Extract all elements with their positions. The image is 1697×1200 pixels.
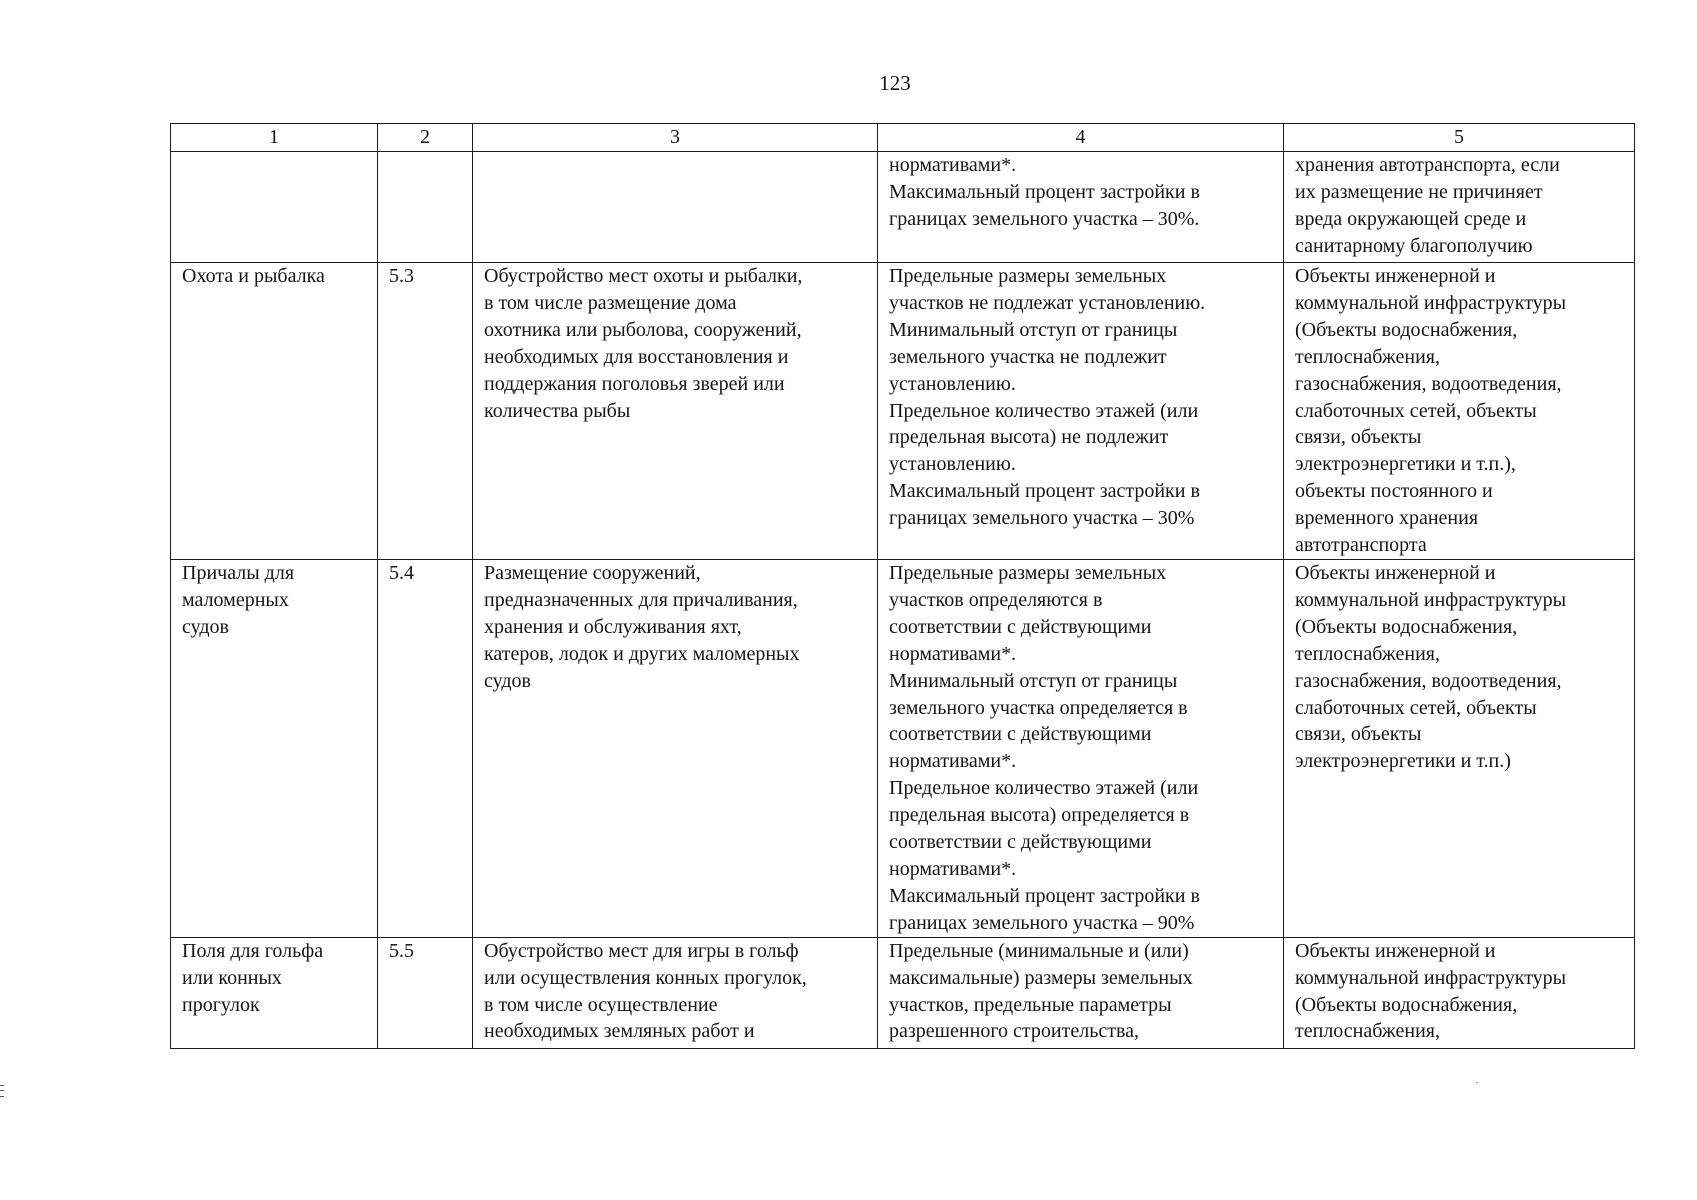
cell-line: соответствии с действующими <box>889 723 1152 746</box>
cell-line: Предельное количество этажей (или <box>889 777 1199 800</box>
cell-line: нормативами*. <box>889 642 1017 665</box>
cell-line: участков не подлежат установлению. <box>889 291 1206 314</box>
row-use-name-cell <box>171 937 378 1048</box>
cell-line: слаботочных сетей, объекты <box>1295 696 1537 719</box>
row-auxiliary-uses-cell <box>1284 937 1635 1048</box>
cell-line: теплоснабжения, <box>1295 1020 1440 1043</box>
land-use-table <box>170 123 1635 1049</box>
cell-line: (Объекты водоснабжения, <box>1295 993 1518 1016</box>
cell-line: установлению. <box>889 453 1016 476</box>
cell-line: газоснабжения, водоотведения, <box>1295 372 1562 395</box>
cell-line: предельная высота) не подлежит <box>889 426 1169 449</box>
row-description-cell <box>473 937 878 1048</box>
cell-line: Размещение сооружений, <box>484 562 701 584</box>
cell-line: автотранспорта <box>1295 534 1427 557</box>
cell-line: санитарному благополучию <box>1295 234 1533 257</box>
table-row-golf-horse-riding <box>171 937 1635 1048</box>
cell-line: прогулок <box>182 993 260 1016</box>
cell-line: границах земельного участка – 90% <box>889 911 1195 934</box>
cell-line: Максимальный процент застройки в <box>889 180 1200 203</box>
row-code-cell: 5.5 <box>378 937 473 1048</box>
column-header-2: 2 <box>378 124 473 152</box>
column-header-5: 5 <box>1284 124 1635 152</box>
cell-line: теплоснабжения, <box>1295 642 1440 665</box>
cell-line: участков, предельные параметры <box>889 993 1172 1016</box>
row-use-name-cell <box>171 263 378 560</box>
cell-line: поддержания поголовья зверей или <box>484 372 785 395</box>
cell-line: Предельное количество этажей (или <box>889 399 1199 422</box>
table-row-continuation <box>171 152 1635 263</box>
cell-line: границах земельного участка – 30% <box>889 507 1195 530</box>
scan-margin-mark <box>0 1085 4 1097</box>
cell-line: коммунальной инфраструктуры <box>1295 588 1567 611</box>
cell-line: связи, объекты <box>1295 426 1422 449</box>
cell-line: границах земельного участка – 30%. <box>889 207 1200 230</box>
column-header-1: 1 <box>171 124 378 152</box>
row-use-name-cell <box>171 560 378 938</box>
cell-line: Объекты инженерной и <box>1295 939 1496 962</box>
row-auxiliary-uses-cell <box>1284 152 1635 263</box>
cell-line: Минимальный отступ от границы <box>889 669 1178 692</box>
cell-line: вреда окружающей среде и <box>1295 207 1527 230</box>
cell-line: в том числе осуществление <box>484 993 718 1016</box>
cell-line: Поля для гольфа <box>182 939 324 962</box>
cell-line: количества рыбы <box>484 399 631 422</box>
column-header-4: 4 <box>878 124 1284 152</box>
row-description-cell <box>473 560 878 938</box>
cell-line: (Объекты водоснабжения, <box>1295 615 1518 638</box>
cell-line: хранения и обслуживания яхт, <box>484 615 742 638</box>
table-row-small-vessel-moorings <box>171 560 1635 938</box>
cell-line: Предельные размеры земельных <box>889 562 1167 584</box>
cell-line: маломерных <box>182 588 289 611</box>
cell-line: (Объекты водоснабжения, <box>1295 318 1518 341</box>
row-code-cell: 5.4 <box>378 560 473 938</box>
cell-line: электроэнергетики и т.п.), <box>1295 453 1516 476</box>
cell-line: слаботочных сетей, объекты <box>1295 399 1537 422</box>
cell-line: газоснабжения, водоотведения, <box>1295 669 1562 692</box>
column-header-3: 3 <box>473 124 878 152</box>
row-code-cell <box>378 152 473 263</box>
cell-line: земельного участка не подлежит <box>889 345 1167 368</box>
row-parameters-cell <box>878 560 1284 938</box>
cell-line: земельного участка определяется в <box>889 696 1188 719</box>
cell-line: необходимых для восстановления и <box>484 345 789 368</box>
cell-line: Максимальный процент застройки в <box>889 480 1200 503</box>
cell-line: их размещение не причиняет <box>1295 180 1543 203</box>
cell-line: судов <box>182 615 229 638</box>
cell-line: предельная высота) определяется в <box>889 804 1190 827</box>
scan-speck <box>1476 1082 1478 1083</box>
cell-line: Объекты инженерной и <box>1295 265 1496 287</box>
cell-line: Причалы для <box>182 562 295 584</box>
cell-line: Объекты инженерной и <box>1295 562 1496 584</box>
cell-line: нормативами*. <box>889 750 1017 773</box>
cell-line: необходимых земляных работ и <box>484 1020 755 1043</box>
cell-line: участков определяются в <box>889 588 1103 611</box>
cell-line: установлению. <box>889 372 1016 395</box>
cell-line: хранения автотранспорта, если <box>1295 154 1560 176</box>
row-description-cell <box>473 152 878 263</box>
row-description-cell <box>473 263 878 560</box>
cell-line: коммунальной инфраструктуры <box>1295 291 1567 314</box>
cell-line: теплоснабжения, <box>1295 345 1440 368</box>
cell-line: временного хранения <box>1295 507 1479 530</box>
cell-line: соответствии с действующими <box>889 831 1152 854</box>
cell-line: Охота и рыбалка <box>182 265 325 287</box>
cell-line: Минимальный отступ от границы <box>889 318 1178 341</box>
cell-line: Максимальный процент застройки в <box>889 884 1200 907</box>
cell-line: в том числе размещение дома <box>484 291 737 314</box>
table-row-hunting-fishing <box>171 263 1635 560</box>
cell-line: охотника или рыболова, сооружений, <box>484 318 802 341</box>
cell-line: нормативами*. <box>889 857 1017 880</box>
row-code-cell: 5.3 <box>378 263 473 560</box>
cell-line: Обустройство мест охоты и рыбалки, <box>484 265 803 287</box>
row-use-name-cell <box>171 152 378 263</box>
row-parameters-cell <box>878 937 1284 1048</box>
cell-line: электроэнергетики и т.п.) <box>1295 750 1511 773</box>
cell-line: предназначенных для причаливания, <box>484 588 798 611</box>
cell-line: объекты постоянного и <box>1295 480 1493 503</box>
cell-line: катеров, лодок и других маломерных <box>484 642 800 665</box>
cell-line: Предельные размеры земельных <box>889 265 1167 287</box>
cell-line: Обустройство мест для игры в гольф <box>484 939 799 962</box>
cell-line: или осуществления конных прогулок, <box>484 966 807 989</box>
row-auxiliary-uses-cell <box>1284 560 1635 938</box>
cell-line: или конных <box>182 966 282 989</box>
cell-line: коммунальной инфраструктуры <box>1295 966 1567 989</box>
cell-line: судов <box>484 669 531 692</box>
cell-line: максимальные) размеры земельных <box>889 966 1193 989</box>
row-parameters-cell <box>878 152 1284 263</box>
cell-line: связи, объекты <box>1295 723 1422 746</box>
cell-line: соответствии с действующими <box>889 615 1152 638</box>
page-number: 123 <box>879 71 911 95</box>
cell-line: разрешенного строительства, <box>889 1020 1139 1043</box>
row-auxiliary-uses-cell <box>1284 263 1635 560</box>
table-header-row <box>171 124 1635 152</box>
cell-line: Предельные (минимальные и (или) <box>889 939 1189 962</box>
cell-line: нормативами*. <box>889 154 1017 176</box>
row-parameters-cell <box>878 263 1284 560</box>
